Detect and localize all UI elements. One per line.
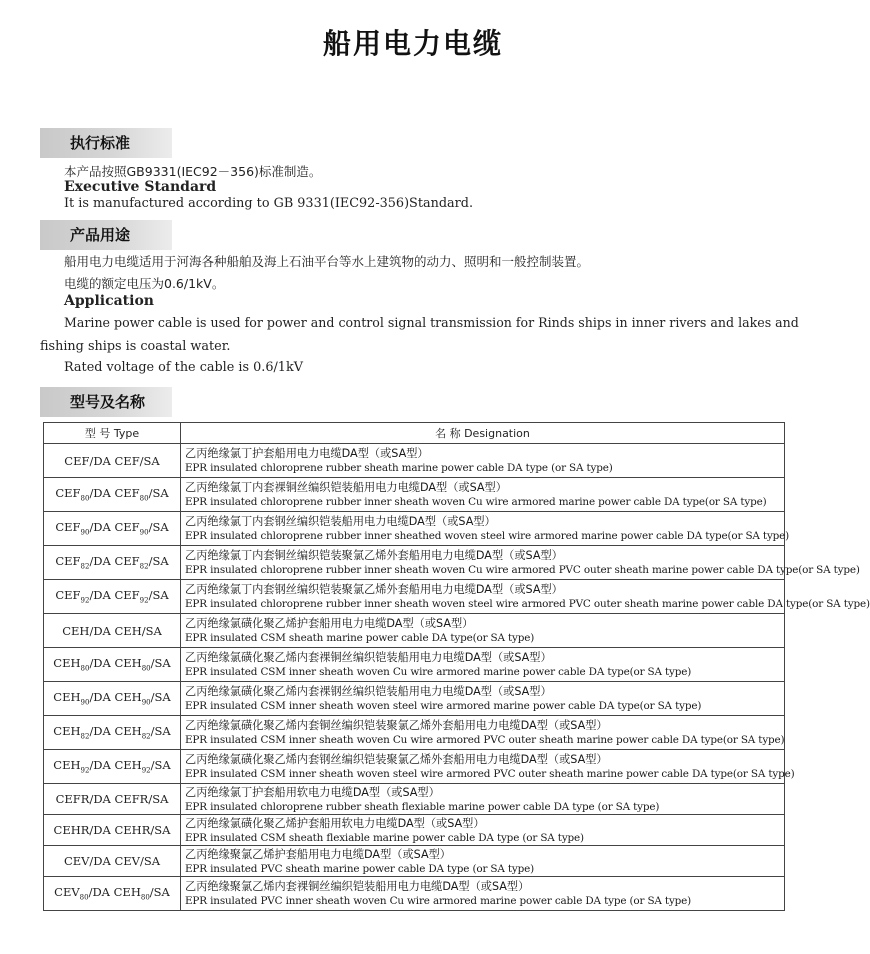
designation-zh: 乙丙绝缘氯丁护套船用电力电缆DA型（或SA型） xyxy=(185,447,429,460)
designation-en: EPR insulated chloroprene rubber inner sheath woven Cu wire armored marine power cable DA type(or SA type) xyxy=(185,496,767,508)
designation-zh: 乙丙绝缘氯丁内套裸铜丝编织铠装船用电力电缆DA型（或SA型） xyxy=(185,481,507,494)
designation-zh: 乙丙绝缘氯丁内套钢丝编织铠装聚氯乙烯外套船用电力电缆DA型（或SA型） xyxy=(185,583,563,596)
standard-en-heading: Executive Standard xyxy=(64,179,217,195)
table-row xyxy=(44,478,785,512)
model-subscript: 80 xyxy=(140,893,150,902)
model-cell xyxy=(44,614,181,648)
model-code: /SA xyxy=(148,486,169,501)
designation-zh: 乙丙绝缘氯丁内套铜丝编织铠装聚氯乙烯外套船用电力电缆DA型（或SA型） xyxy=(185,549,563,562)
designation-en: EPR insulated chloroprene rubber sheath flexiable marine power cable DA type (or SA type) xyxy=(185,800,660,813)
model-code: CEH xyxy=(53,656,81,671)
designation-cell xyxy=(181,815,785,846)
application-zh-text-2: 电缆的额定电压为0.6/1kV。 xyxy=(64,276,225,291)
designation-cell xyxy=(181,580,870,614)
model-code: /SA xyxy=(148,554,169,569)
designation-cell xyxy=(181,750,795,784)
model-cell xyxy=(44,546,181,580)
designation-en: EPR insulated chloroprene rubber inner sheath woven Cu wire armored PVC outer sheath marine power cable DA type(or SA type) xyxy=(185,564,860,576)
page-title: 船用电力电缆 xyxy=(322,27,503,60)
table-row xyxy=(44,614,785,648)
model-subscript: 90 xyxy=(139,528,149,537)
model-subscript: 90 xyxy=(80,528,90,537)
designation-cell xyxy=(181,846,785,877)
designation-zh: 乙丙绝缘氯磺化聚乙烯护套船用软电力电缆DA型（或SA型） xyxy=(185,816,485,830)
table-row xyxy=(44,648,785,682)
model-subscript: 80 xyxy=(80,494,90,503)
model-subscript: 80 xyxy=(139,494,149,503)
section-heading-standard: 执行标准 xyxy=(40,128,172,158)
model-cell xyxy=(44,580,181,614)
table-row xyxy=(44,580,785,614)
model-code: /DA CEH xyxy=(89,724,142,739)
model-cell xyxy=(44,648,181,682)
model-code: /DA CEF xyxy=(89,588,140,603)
standard-en-text: It is manufactured according to GB 9331(IEC92-356)Standard. xyxy=(64,196,474,211)
model-code: /DA CEF xyxy=(89,486,140,501)
model-code: /SA xyxy=(149,885,170,900)
table-row xyxy=(44,784,785,815)
designation-zh: 乙丙绝缘氯磺化聚乙烯护套船用电力电缆DA型（或SA型） xyxy=(185,617,474,630)
designation-en: EPR insulated CSM inner sheath woven steel wire armored PVC outer sheath marine power cable DA type(or SA type) xyxy=(185,768,795,780)
table-row xyxy=(44,682,785,716)
model-subscript: 92 xyxy=(141,766,151,775)
model-cell xyxy=(44,846,181,877)
designation-zh: 乙丙绝缘氯磺化聚乙烯内套铜丝编织铠装聚氯乙烯外套船用电力电缆DA型（或SA型） xyxy=(185,719,608,732)
model-code: CEF xyxy=(55,554,81,569)
model-cell xyxy=(44,716,181,750)
designation-en: EPR insulated CSM inner sheath woven Cu wire armored PVC outer sheath marine power cable DA type(or SA type) xyxy=(185,734,785,746)
model-code: /SA xyxy=(150,758,171,773)
model-code: CEF xyxy=(55,588,81,603)
model-subscript: 82 xyxy=(80,562,90,571)
designation-en: EPR insulated CSM sheath flexiable marine power cable DA type (or SA type) xyxy=(185,831,584,844)
designation-cell xyxy=(181,614,785,648)
model-subscript: 80 xyxy=(80,664,90,673)
model-code: CEV xyxy=(54,885,80,900)
section-heading-models: 型号及名称 xyxy=(40,387,172,417)
designation-en: EPR insulated chloroprene rubber sheath marine power cable DA type (or SA type) xyxy=(185,462,613,474)
application-en-text-2: fishing ships is coastal water. xyxy=(40,339,231,354)
designation-cell xyxy=(181,682,785,716)
designation-en: EPR insulated PVC sheath marine power cable DA type (or SA type) xyxy=(185,862,535,875)
model-subscript: 90 xyxy=(80,698,90,707)
model-code: /SA xyxy=(148,520,169,535)
model-code: /SA xyxy=(150,656,171,671)
application-en-text-3: Rated voltage of the cable is 0.6/1kV xyxy=(64,360,303,375)
model-code: CEFR/DA CEFR/SA xyxy=(55,792,169,806)
table-row xyxy=(44,512,785,546)
designation-zh: 乙丙绝缘氯丁护套船用软电力电缆DA型（或SA型） xyxy=(185,785,440,799)
designation-cell xyxy=(181,512,790,546)
model-code: /DA CEH xyxy=(89,656,142,671)
designation-cell xyxy=(181,784,785,815)
table-row xyxy=(44,546,785,580)
designation-en: EPR insulated PVC inner sheath woven Cu wire armored marine power cable DA type (or SA type) xyxy=(185,895,692,907)
application-en-text-1: Marine power cable is used for power and control signal transmission for Rinds ships in inner rivers and lakes and xyxy=(64,315,799,330)
column-header-designation: 名 称 Designation xyxy=(181,423,785,444)
model-code: CEH xyxy=(53,690,81,705)
table-row xyxy=(44,444,785,478)
model-cell xyxy=(44,877,181,911)
model-subscript: 80 xyxy=(141,664,151,673)
model-code: CEF xyxy=(55,486,81,501)
model-cell xyxy=(44,750,181,784)
model-cell xyxy=(44,512,181,546)
designation-zh: 乙丙绝缘氯磺化聚乙烯内套裸铜丝编织铠装船用电力电缆DA型（或SA型） xyxy=(185,651,552,664)
standard-zh-text: 本产品按照GB9331(IEC92－356)标准制造。 xyxy=(64,164,322,179)
model-code: CEHR/DA CEHR/SA xyxy=(53,823,171,837)
designation-zh: 乙丙绝缘氯磺化聚乙烯内套裸钢丝编织铠装船用电力电缆DA型（或SA型） xyxy=(185,685,552,698)
designation-en: EPR insulated chloroprene rubber inner sheath woven steel wire armored PVC outer sheath marine power cable DA type(or SA type) xyxy=(185,598,870,610)
model-subscript: 80 xyxy=(79,893,89,902)
model-code: /DA CEF xyxy=(89,554,140,569)
designation-cell xyxy=(181,444,785,478)
designation-cell xyxy=(181,546,860,580)
model-code: CEH/DA CEH/SA xyxy=(62,623,162,638)
table-row xyxy=(44,750,785,784)
application-en-heading: Application xyxy=(64,293,154,309)
designation-en: EPR insulated CSM sheath marine power cable DA type(or SA type) xyxy=(185,632,535,644)
designation-cell xyxy=(181,478,785,512)
model-code: CEV/DA CEV/SA xyxy=(63,854,161,868)
model-subscript: 92 xyxy=(139,596,149,605)
model-code: CEH xyxy=(53,758,81,773)
section-heading-application: 产品用途 xyxy=(40,220,172,250)
model-code: CEH xyxy=(53,724,81,739)
table-row xyxy=(44,716,785,750)
model-subscript: 92 xyxy=(80,596,90,605)
designation-cell xyxy=(181,716,785,750)
column-header-model: 型 号 Type xyxy=(44,423,181,444)
designation-zh: 乙丙绝缘聚氯乙烯护套船用电力电缆DA型（或SA型） xyxy=(185,847,451,861)
model-code: /SA xyxy=(150,724,171,739)
designation-cell xyxy=(181,648,785,682)
model-code: /SA xyxy=(150,690,171,705)
model-subscript: 92 xyxy=(80,766,90,775)
model-code: /DA CEH xyxy=(88,885,141,900)
designation-en: EPR insulated CSM inner sheath woven steel wire armored marine power cable DA type(or SA type) xyxy=(185,700,702,712)
designation-zh: 乙丙绝缘聚氯乙烯内套裸铜丝编织铠装船用电力电缆DA型（或SA型） xyxy=(185,880,530,893)
table-row xyxy=(44,846,785,877)
model-cell xyxy=(44,682,181,716)
designation-en: EPR insulated chloroprene rubber inner sheathed woven steel wire armored marine power cable DA type(or SA type) xyxy=(185,530,790,542)
model-subscript: 90 xyxy=(141,698,151,707)
model-code: /DA CEF xyxy=(89,520,140,535)
table-row xyxy=(44,877,785,911)
model-subscript: 82 xyxy=(139,562,149,571)
model-subscript: 82 xyxy=(141,732,151,741)
designation-cell xyxy=(181,877,785,911)
model-cell xyxy=(44,784,181,815)
model-code: /DA CEH xyxy=(89,690,142,705)
table-header-row xyxy=(44,423,785,444)
designation-zh: 乙丙绝缘氯磺化聚乙烯内套钢丝编织铠装聚氯乙烯外套船用电力电缆DA型（或SA型） xyxy=(185,753,608,766)
model-cell xyxy=(44,478,181,512)
model-cell xyxy=(44,444,181,478)
model-cell xyxy=(44,815,181,846)
designation-zh: 乙丙绝缘氯丁内套钢丝编织铠装船用电力电缆DA型（或SA型） xyxy=(185,515,496,528)
model-subscript: 82 xyxy=(80,732,90,741)
models-table xyxy=(43,422,870,911)
model-code: /SA xyxy=(148,588,169,603)
model-code: CEF/DA CEF/SA xyxy=(64,453,160,468)
table-row xyxy=(44,815,785,846)
designation-en: EPR insulated CSM inner sheath woven Cu wire armored marine power cable DA type(or SA type) xyxy=(185,666,692,678)
model-code: /DA CEH xyxy=(89,758,142,773)
model-code: CEF xyxy=(55,520,81,535)
application-zh-text-1: 船用电力电缆适用于河海各种船舶及海上石油平台等水上建筑物的动力、照明和一般控制装置。 xyxy=(64,254,590,269)
